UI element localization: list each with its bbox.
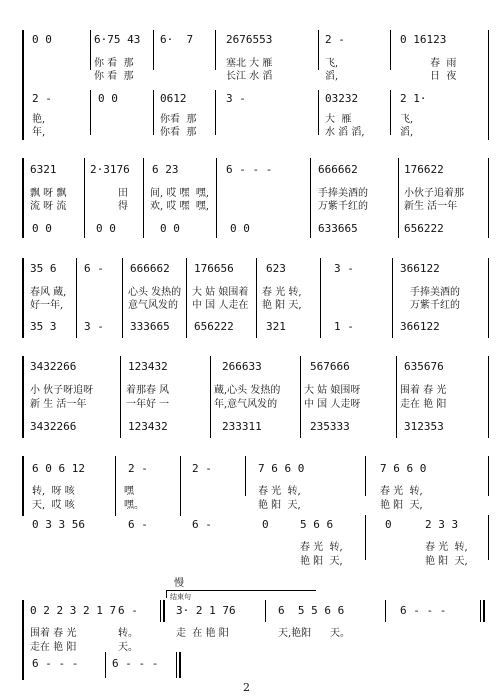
lyric-line: 田	[118, 188, 128, 199]
ending-label: 结束句	[170, 593, 191, 601]
note-group: 123432	[128, 420, 168, 433]
note-group: 6 - - -	[112, 657, 159, 670]
note-group: 6 - - -	[32, 657, 79, 670]
note-group: 656222	[194, 320, 234, 333]
barline	[488, 158, 489, 238]
lyric-line: 飞,	[400, 114, 414, 125]
note-group: 333665	[130, 320, 170, 333]
final-barline	[179, 652, 181, 678]
barline	[176, 652, 177, 678]
barline	[488, 356, 489, 438]
ending-bracket-hook	[166, 590, 167, 598]
note-group: 3 -	[226, 92, 246, 105]
note-group: 0 0	[160, 222, 180, 235]
note-group: 366122	[400, 262, 440, 275]
lyric-line: 意气风发的	[128, 300, 178, 311]
note-group: 312353	[404, 420, 444, 433]
barline	[310, 158, 311, 238]
note-group: 235333	[310, 420, 350, 433]
barline	[153, 30, 154, 70]
lyric-line: 蔵,心头 发热的	[214, 385, 281, 396]
note-group: 6 -	[192, 518, 212, 531]
lyric-line: 你看 那	[160, 114, 197, 125]
lyric-line: 小伙子追着那	[404, 188, 464, 199]
note-group: 0 16123	[400, 33, 447, 46]
lyric-line: 嘿。	[124, 500, 144, 511]
note-group: 2 -	[192, 462, 212, 475]
lyric-line: 走 在 艳 阳	[176, 628, 229, 639]
note-group: 7 6 6 0	[258, 462, 305, 475]
note-group: 6 - - -	[226, 163, 273, 176]
note-group: 2 -	[32, 92, 52, 105]
note-group: 0 3 3 56	[32, 518, 85, 531]
barline	[122, 258, 123, 338]
note-group: 7 6 6 0	[380, 462, 427, 475]
note-group: 5 6 6	[300, 518, 334, 531]
note-group: 3432266	[30, 420, 77, 433]
system-3-bracket	[22, 258, 24, 338]
note-group: 03232	[325, 92, 359, 105]
barline	[392, 258, 393, 338]
barline	[398, 158, 399, 238]
barline	[120, 356, 121, 438]
lyric-line: 你 看 那	[94, 71, 134, 82]
note-group: 0 0	[32, 222, 52, 235]
note-group: 2 -	[128, 462, 148, 475]
note-group: 6321	[30, 163, 57, 176]
note-group: 666662	[318, 163, 358, 176]
lyric-line: 间, 哎 嘿 嘿,	[150, 188, 210, 199]
barline	[390, 30, 391, 70]
lyric-line: 天, 哎 咳	[32, 500, 75, 511]
barline	[488, 258, 489, 338]
lyric-line: 大 雁	[325, 114, 352, 125]
lyric-line: 春 光 转,	[425, 542, 468, 553]
barline	[210, 356, 211, 438]
note-group: 6 -	[84, 262, 104, 275]
barline	[488, 456, 489, 496]
barline	[488, 30, 489, 140]
lyric-line: 长江 水 滔	[226, 71, 273, 82]
final-barline	[483, 600, 485, 622]
system-1-bracket	[22, 30, 24, 140]
note-group: 321	[266, 320, 286, 333]
lyric-line: 春 光 转,	[380, 486, 423, 497]
lyric-line: 塞北 大 雁	[226, 58, 273, 69]
note-group: 0 0	[32, 33, 52, 46]
barline	[385, 600, 386, 622]
note-group: 623	[266, 262, 286, 275]
lyric-line: 春 雨	[430, 58, 457, 69]
lyric-line: 着那春 风	[126, 385, 170, 396]
note-group: 0 0	[230, 222, 250, 235]
note-group: 366122	[400, 320, 440, 333]
note-group: 176622	[404, 163, 444, 176]
lyric-line: 转, 呀 咳	[32, 486, 75, 497]
lyric-line: 日 夜	[430, 71, 457, 82]
barline	[90, 90, 91, 135]
lyric-line: 走在 艳 阳	[400, 399, 447, 410]
lyric-line: 心头 发热的	[128, 287, 182, 298]
lyric-line: 走在 艳 阳	[30, 642, 77, 653]
barline	[143, 158, 144, 238]
lyric-line: 天。	[330, 628, 350, 639]
lyric-line: 天。	[118, 642, 138, 653]
barline	[320, 258, 321, 338]
note-group: 3· 2 1 76	[176, 604, 236, 617]
lyric-line: 飞,	[325, 58, 339, 69]
lyric-line: 天,艳阳	[278, 628, 312, 639]
note-group: 1 -	[334, 320, 354, 333]
note-group: 123432	[128, 360, 168, 373]
lyric-line: 艳 阳 天,	[258, 500, 301, 511]
system-5-bracket	[22, 456, 24, 516]
barline	[265, 600, 266, 622]
system-6-bracket	[22, 600, 24, 680]
barline	[256, 258, 257, 338]
barline	[480, 600, 481, 622]
barline	[318, 30, 319, 70]
repeat-barline	[160, 600, 161, 622]
note-group: 2 -	[325, 33, 345, 46]
repeat-barline	[163, 600, 165, 622]
note-group: 6 5 5 6 6	[278, 604, 345, 617]
barline	[115, 456, 116, 516]
lyric-line: 流 呀 流	[30, 201, 67, 212]
page-number: 2	[243, 681, 250, 694]
barline	[180, 456, 181, 516]
lyric-line: 大 姑 娘围着	[192, 287, 249, 298]
lyric-line: 好一年,	[30, 300, 64, 311]
barline	[300, 356, 301, 438]
lyric-line: 围着 春 光	[400, 385, 447, 396]
barline	[396, 356, 397, 438]
barline	[390, 90, 391, 135]
lyric-line: 年,	[32, 127, 46, 138]
lyric-line: 得	[118, 201, 128, 212]
note-group: 666662	[130, 262, 170, 275]
lyric-line: 大 姑 娘围呀	[304, 385, 361, 396]
lyric-line: 小 伙子呀追呀	[30, 385, 94, 396]
barline	[215, 30, 216, 70]
note-group: 0 0	[96, 222, 116, 235]
barline	[488, 515, 489, 560]
barline	[215, 90, 216, 135]
lyric-line: 春 光 转,	[300, 542, 343, 553]
barline	[318, 90, 319, 135]
lyric-line: 春 光 转,	[262, 287, 302, 298]
lyric-line: 水 滔 滔,	[325, 127, 365, 138]
barline	[216, 158, 217, 238]
barline	[186, 258, 187, 338]
lyric-line: 中 国 人走在	[192, 300, 249, 311]
note-group: 2676553	[226, 33, 273, 46]
note-group: 6· 7	[160, 33, 194, 46]
note-group: 6 0 6 12	[32, 462, 85, 475]
note-group: 233311	[222, 420, 262, 433]
lyric-line: 艳 阳 天,	[380, 500, 423, 511]
lyric-line: 你 看 那	[94, 58, 134, 69]
note-group: 2 1·	[400, 92, 427, 105]
lyric-line: 艳 阳 天,	[262, 300, 302, 311]
lyric-line: 新 生 活一年	[30, 399, 87, 410]
lyric-line: 你看 那	[160, 127, 197, 138]
note-group: 3 -	[84, 320, 104, 333]
lyric-line: 滔,	[325, 71, 339, 82]
lyric-line: 艳,	[32, 114, 46, 125]
barline	[245, 456, 246, 496]
system-4-bracket	[22, 356, 24, 438]
tempo-marking: 慢	[174, 578, 184, 589]
barline	[76, 258, 77, 338]
note-group: 0	[385, 518, 392, 531]
note-group: 2 3 3	[425, 518, 459, 531]
barline	[153, 90, 154, 135]
lyric-line: 艳 阳 天,	[300, 556, 343, 567]
lyric-line: 艳 阳 天,	[425, 556, 468, 567]
barline	[84, 158, 85, 238]
lyric-line: 春 光 转,	[258, 486, 301, 497]
note-group: 6 -	[118, 604, 138, 617]
lyric-line: 新生 活一年	[404, 201, 458, 212]
lyric-line: 春风 蔵,	[30, 287, 67, 298]
note-group: 0612	[160, 92, 187, 105]
note-group: 6 - - -	[400, 604, 447, 617]
barline	[365, 515, 366, 560]
lyric-line: 欢, 哎 嘿 嘿,	[150, 201, 210, 212]
note-group: 6·75 43	[94, 33, 141, 46]
note-group: 635676	[404, 360, 444, 373]
lyric-line: 手捧美酒的	[410, 287, 460, 298]
note-group: 633665	[318, 222, 358, 235]
lyric-line: 飘 呀 飘	[30, 188, 67, 199]
note-group: 6 -	[128, 518, 148, 531]
lyric-line: 一年好 一	[126, 399, 170, 410]
note-group: 0	[262, 518, 269, 531]
note-group: 176656	[194, 262, 234, 275]
note-group: 567666	[310, 360, 350, 373]
note-group: 656222	[404, 222, 444, 235]
lyric-line: 万紫千红的	[318, 201, 368, 212]
note-group: 2·3176	[90, 163, 130, 176]
lyric-line: 万紫千红的	[410, 300, 460, 311]
barline	[365, 456, 366, 496]
lyric-line: 围着 春 光	[30, 628, 77, 639]
note-group: 0 2 2 3 2 1 7	[30, 604, 117, 617]
lyric-line: 年,意气风发的	[214, 399, 278, 410]
note-group: 35 6	[30, 262, 57, 275]
barline	[105, 652, 106, 678]
note-group: 0 0	[98, 92, 118, 105]
note-group: 3432266	[30, 360, 77, 373]
lyric-line: 中 国 人走呀	[304, 399, 361, 410]
note-group: 6 23	[152, 163, 179, 176]
note-group: 35 3	[30, 320, 57, 333]
barline	[90, 30, 91, 70]
lyric-line: 转。	[118, 628, 138, 639]
system-2-bracket	[22, 158, 24, 238]
lyric-line: 手捧美酒的	[318, 188, 368, 199]
lyric-line: 滔,	[400, 127, 414, 138]
note-group: 266633	[222, 360, 262, 373]
note-group: 3 -	[334, 262, 354, 275]
lyric-line: 嘿	[124, 486, 134, 497]
ending-bracket-line	[166, 590, 316, 591]
